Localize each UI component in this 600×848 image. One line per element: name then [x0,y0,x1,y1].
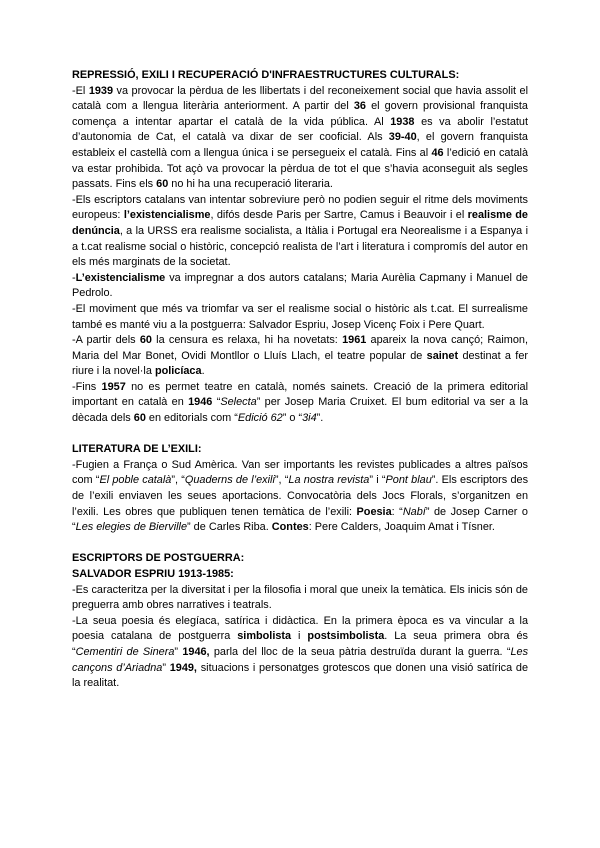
text-run: la censura es relaxa, hi ha novetats: [151,334,343,347]
bold-text: 36 [353,100,366,113]
italic-text: 3i4 [302,412,317,425]
text-run: “ [212,396,221,409]
text-run: ” i “ [369,474,386,487]
text-run: , difós desde Paris per Sartre, Camus i Beauvoir i el [210,209,468,222]
text-run: : “ [391,505,403,518]
text-run: -Els escriptors catalans van intentar sobreviure però no podien seguir el ritme dels moviments europeus: [72,193,528,222]
bold-text: 1938 [390,115,415,128]
text-run: situacions i personatges grotescos que donen una visió satírica de la realitat. [72,661,529,690]
italic-text: Quaderns de l’exili [184,474,275,487]
bold-text: 1949, [169,661,197,674]
italic-text: Selecta [220,396,257,409]
bold-text: 1946, [182,645,210,658]
body-paragraph [72,271,528,302]
bold-text: l’existencialisme [123,209,211,222]
text-run: . La seua primera obra és “ [72,630,528,658]
text-run: -La seua poesia és elegíaca, satírica i didàctica. En la primera època es va vincular a la poesia catalana de postguerra [72,614,528,643]
text-run: no hi ha una recuperació literaria. [168,178,333,191]
text-run: ” de Josep Carner o “ [72,505,528,534]
body-paragraph [72,458,528,536]
body-paragraph [72,193,528,271]
bold-text: 39-40 [388,131,417,144]
italic-text: Cementiri de Sinera [75,645,175,658]
section-gap [72,427,528,443]
text-run: l’edició en català va estar prohibida. Tot açò va provocar la pèrdua de tot el que s’havia aconseguit als segles passats. Fins els [72,146,529,191]
text-run: -El moviment que més va triomfar va ser el realisme social o històric als t.cat. El surrealisme també es manté viu a la postguerra: Salvador Espriu, Josep Vicenç Foix i Pere Quart. [72,302,528,331]
text-run: -Fins [72,380,102,393]
text-run: -El [72,84,89,97]
text-run: va provocar la pèrdua de les llibertats i del reconeixement social que havia assolit el català com a llengua literària anteriorment. A partir del [72,84,528,113]
text-run: el govern provisional franquista comença a intentar apartar el català de la vida pública. Al [72,100,528,128]
bold-text: 1957 [101,380,126,393]
text-run: ” [174,645,183,658]
bold-text: sainet [426,349,459,362]
text-run: - [72,271,76,284]
text-run: ”, “ [171,474,185,487]
text-run: i [291,630,308,643]
bold-text: 46 [431,146,444,159]
section-heading: REPRESSIÓ, EXILI I RECUPERACIÓ D'INFRAESTRUCTURES CULTURALS: [72,69,460,81]
bold-text: realisme de denúncia [72,209,528,237]
text-run: apareix la nova cançó; Raimon, Maria del Mar Bonet, Ovidi Montllor o Lluís Llach, el teatre popular de [72,334,528,362]
document-page [72,68,528,692]
body-paragraph [72,333,528,380]
bold-text: postsimbolista [307,630,385,643]
text-run: -Fugien a França o Sud Amèrica. Van ser importants les revistes publicades a altres països com “ [72,458,528,487]
text-run: ” [162,661,170,674]
text-run: ”, “ [274,474,289,487]
bold-text: simbolista [237,630,292,643]
section-gap [72,536,528,552]
bold-text: 1939 [88,84,114,97]
body-paragraph [72,614,528,692]
text-run: , el govern franquista estableix el castellà com a llengua única i se persegueix el català. Fins al [72,131,528,159]
text-run: en editorials com “ [145,412,238,425]
text-run: no es permet teatre en català, només sainets. Creació de la primera editorial important en català en [72,380,528,409]
text-run: : Pere Calders, Joaquim Amat i Tísner. [308,521,495,534]
bold-text: 60 [156,178,169,191]
text-run: -Es caracteritza per la diversitat i per la filosofia i moral que uneix la temàtica. Els inicis són de preguerra amb obres narratives i teatrals. [72,583,528,612]
body-paragraph [72,583,528,614]
text-run: -A partir dels [72,334,140,347]
text-run: , a la URSS era realisme socialista, a Itàlia i Portugal era Neorealisme i a Espanya i a t.cat realisme social o històric, concepció realista de l’art i literatura i compromís del autor en els més marginats de la societat. [72,224,528,269]
bold-text: 60 [139,334,152,347]
section-heading: SALVADOR ESPRIU 1913-1985: [72,568,234,580]
text-run: ” o “ [282,412,303,425]
bold-text: L’existencialisme [75,271,166,284]
italic-text: Pont blau [385,474,432,487]
bold-text: Poesia [356,505,392,518]
italic-text: Les elegies de Bierville [75,521,188,534]
text-run: parla del lloc de la seua pàtria destruïda durant la guerra. “ [209,645,511,658]
section-heading: LITERATURA DE L’EXILI: [72,443,202,456]
bold-text: 60 [133,412,146,425]
italic-text: Nabí [402,505,426,518]
italic-text: La nostra revista [288,474,370,487]
italic-text: Les cançons d’Ariadna [72,645,529,674]
bold-text: policíaca [154,365,202,378]
body-paragraph [72,302,528,333]
bold-text: Contes [271,521,309,534]
text-run: . [201,365,205,378]
text-run: ”. Els escriptors des de l’exili enviaven les seues aportacions. Convocatòria dels Jocs Florals, s’organitzen en l’exili. Les obres que publiquen tenen temàtica de l’exili: [72,474,529,518]
text-run: ”. [316,412,324,425]
body-paragraph [72,84,528,193]
text-run: destinat a fer riure i la novel·la [72,349,528,378]
text-run: va impregnar a dos autors catalans; Maria Aurèlia Capmany i Manuel de Pedrolo. [72,271,528,300]
text-run: ” per Josep Maria Cruixet. El bum editorial va ser a la dècada dels [72,396,528,425]
bold-text: 1961 [342,334,367,347]
italic-text: El poble català [99,474,172,487]
bold-text: 1946 [188,396,213,409]
body-paragraph [72,380,528,427]
section-heading: ESCRIPTORS DE POSTGUERRA: [72,552,245,565]
italic-text: Edició 62 [237,412,283,425]
text-run: es va abolir l’estatut d’autonomia de Cat, el català va dixar de ser cooficial. Als [72,115,528,144]
text-run: ” de Carles Riba. [187,521,272,534]
